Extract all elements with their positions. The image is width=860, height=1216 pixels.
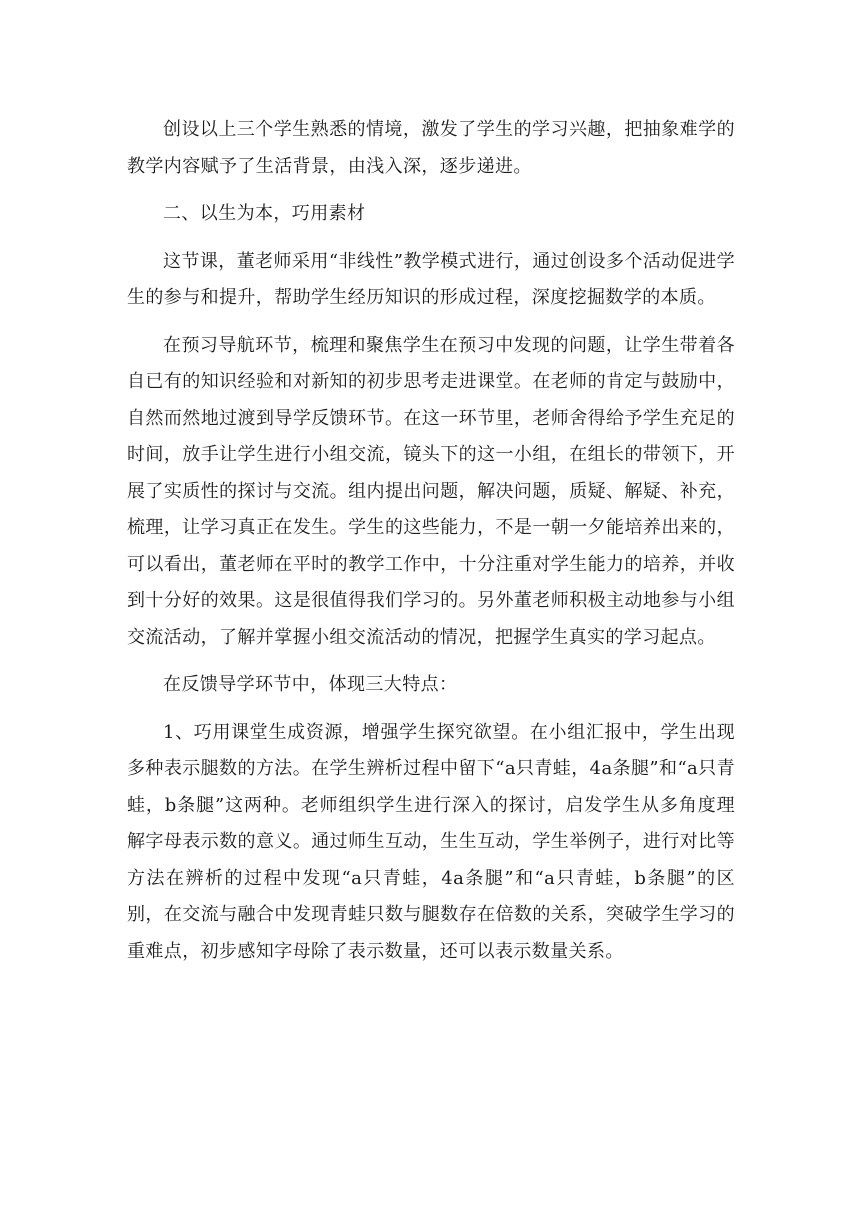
- paragraph-preview-navigation: 在预习导航环节，梳理和聚焦学生在预习中发现的问题，让学生带着各自已有的知识经验和对新知的初步思考走进课堂。在老师的肯定与鼓励中，自然而然地过渡到导学反馈环节。在这一环节里，老师舍得给予学生充足的时间，放手让学生进行小组交流，镜头下的这一小组，在组长的带领下，开展了实质性的探讨与交流。组内提出问题，解决问题，质疑、解疑、补充，梳理，让学习真正在发生。学生的这些能力，不是一朝一夕能培养出来的，可以看出，董老师在平时的教学工作中，十分注重对学生能力的培养，并收到十分好的效果。这是很值得我们学习的。另外董老师积极主动地参与小组交流活动，了解并掌握小组交流活动的情况，把握学生真实的学习起点。: [127, 334, 735, 648]
- paragraph-gap: [127, 185, 735, 196]
- paragraph-gap: [127, 233, 735, 244]
- paragraph-intro-summary: 创设以上三个学生熟悉的情境，激发了学生的学习兴趣，把抽象难学的教学内容赋予了生活背景，由浅入深，逐步递进。: [127, 119, 735, 177]
- paragraph-feedback-features: 在反馈导学环节中，体现三大特点：: [163, 674, 458, 695]
- paragraph-lesson-overview: 这节课，董老师采用“非线性”教学模式进行，通过创设多个活动促进学生的参与和提升，帮助学生经历知识的形成过程，深度挖掘数学的本质。: [127, 250, 735, 308]
- section-heading: 二、以生为本，巧用素材: [163, 203, 366, 224]
- paragraph-feature-one: 1、巧用课堂生成资源，增强学生探究欲望。在小组汇报中，学生出现多种表示腿数的方法。在学生辨析过程中留下“a只青蛙，4a条腿”和“a只青蛙，b条腿”这两种。老师组织学生进行深入的探讨，启发学生从多角度理解字母表示数的意义。通过师生互动，生生互动，学生举例子，进行对比等方法在辨析的过程中发现“a只青蛙，4a条腿”和“a只青蛙，b条腿”的区别，在交流与融合中发现青蛙只数与腿数存在倍数的关系，突破学生学习的重难点，初步感知字母除了表示数量，还可以表示数量关系。: [127, 721, 735, 962]
- paragraph-gap: [127, 656, 735, 667]
- document-page: [127, 112, 735, 970]
- paragraph-gap: [127, 704, 735, 715]
- paragraph-gap: [127, 317, 735, 328]
